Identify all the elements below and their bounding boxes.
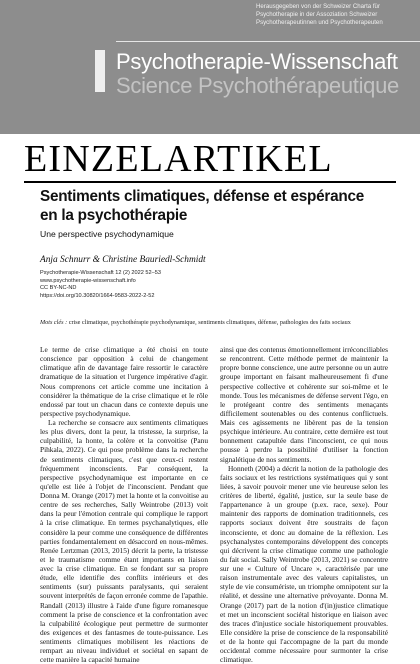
body-paragraph: Honneth (2004) a décrit la notion de la pathologie des faits sociaux et les restrictions systématiques qui y sont liées, à savoir pouvoir mener une vie heureuse selon les critères de liberté, égalité, justice, sur la seule base de l'appartenance à un groupe (p.ex. race, sexe). Pour maintenir des rapports de domination traditionnels, ces rapports sociaux doivent être soustraits de façon inconsciente, et donc au domaine de la réflexion. Les psychanalystes contemporains développent des concepts qui décrivent la crise climatique comme une pathologie du fait social. Sally Weintrobe (2013, 2021) se concentre sur une « Culture of Uncare », caractérisée par une raison instrumentale avec des valeurs capitalistes, un style de vie consumériste, un triomphe omnipotent sur la réalité, et dessine une alternative prévoyante. Donna M. Orange (2017) part de la notion d'(in)justice climatique et met un inconscient sociétal historique en liaison avec des traces d'injustice sociale historiquement prouvables. Elle considère la prise de conscience de la responsabilité et de la honte qui l'accompagne de la part du monde occidental comme nécessaire pour surmonter la crise climatique. — [220, 463, 388, 664]
section-divider — [24, 181, 396, 183]
website[interactable]: www.psychotherapie-wissenschaft.info — [40, 277, 136, 284]
doi-link[interactable]: https://doi.org/10.30820/1664-9583-2022-2-52 — [40, 292, 155, 299]
article-title: Sentiments climatiques, défense et espérance en la psychothérapie — [40, 188, 364, 224]
banner-divider — [116, 41, 420, 42]
citation: Psychotherapie-Wissenschaft 12 (2) 2022 52–53 — [40, 270, 161, 276]
journal-name-french: Science Psychothérapeutique — [116, 73, 399, 98]
keywords — [40, 319, 390, 327]
body-column-left — [40, 345, 208, 664]
publisher-line: Psychotherapeutinnen und Psychotherapeuten — [256, 18, 383, 26]
keywords-label: Mots clés : — [40, 319, 68, 326]
publisher-line: Psychotherapie in der Assoziation Schweizer — [256, 10, 378, 18]
body-paragraph: ainsi que des contenus émotionnellement irréconciliables se rencontrent. Cette méthode permet de maintenir la propre bonne conscience, une autre personne ou un autre groupe important en faisant malheureusement fi d'une perspective collective et cohérente sur soi-même et le monde. Tous les mécanismes de défense servent l'égo, en le protégeant contre des sentiments menaçants difficilement soutenables ou des contenus conflictuels. Mais ces agissements ne libèrent pas de la tension psychique intérieure. Au contraire, cette dernière est tout bonnement catapultée dans l'inconscient, ce qui nous pousse à perdre la possibilité d'utiliser la fonction signalétique de nos sentiments. — [220, 345, 388, 464]
journal-banner — [0, 0, 420, 134]
article-meta — [40, 270, 161, 300]
article-subtitle: Une perspective psychodynamique — [40, 229, 174, 239]
publisher-note — [256, 3, 406, 26]
license: CC BY-NC-ND — [40, 285, 77, 292]
body-column-right — [220, 345, 388, 664]
journal-logo-mark — [92, 50, 108, 92]
journal-name: Psychotherapie-Wissenschaft — [116, 49, 398, 74]
article-authors: Anja Schnurr & Christine Bauriedl-Schmidt — [40, 255, 206, 265]
publisher-line: Herausgegeben von der Schweizer Charta für — [256, 3, 380, 10]
keywords-list: crise climatique, psychothérapie psychodynamique, sentiments climatiques, défense, pathologies des faits sociaux — [68, 319, 351, 326]
body-paragraph: Le terme de crise climatique a été choisi en toute conscience par opposition à celui de changement climatique afin de davantage faire ressortir le caractère dramatique de la situation et l'urgence impérative d'agir. Nous comprenons cet article comme une incitation à considérer la thématique de la crise climatique et le rôle endossé par tout un chacun dans ce contexte depuis une perspective psychodynamique. — [40, 345, 208, 418]
body-paragraph: La recherche se consacre aux sentiments climatiques les plus divers, dont la peur, la tristesse, la surprise, la culpabilité, la honte, la colère et la convoitise (Panu Pihkala, 2022). Ce qui pose problème dans la recherche de sentiments climatiques, c'est que ceux-ci restent fréquemment inconscients. Par conséquent, la perspective psychodynamique est importante en ce qu'elle est liée à l'objet de l'inconscient. Pendant que Donna M. Orange (2017) met la honte et la convoitise au centre de ses recherches, Sally Weintrobe (2013) voit dans la peur l'émotion centrale qui complique le rapport à la crise climatique. En termes psychanalytiques, elle considère la peur comme une conséquence de différentes parties fondamentalement en désaccord en nous-mêmes. Renée Lertzman (2013, 2015) décrit la perte, la tristesse et le traumatisme comme étant importants en liaison avec la crise climatique. En se fondant sur sa propre étude, elle identifie des conflits intérieurs et des sentiments (sur) puissants paralysants, qui seraient souvent interprétés de façon erronée comme de l'apathie. Randall (2013) illustre à l'aide d'une figure romanesque comment la prise de conscience et la confrontation avec la culpabilité écologique peut permettre de surmonter des exigences et des fantasmes de toute-puissance. Les sentiments climatiques mobilisent les réactions de rempart au niveau individuel et sociétal en sapant de cette manière la capacité humaine — [40, 418, 208, 664]
section-title: EINZELARTIKEL — [24, 138, 333, 180]
